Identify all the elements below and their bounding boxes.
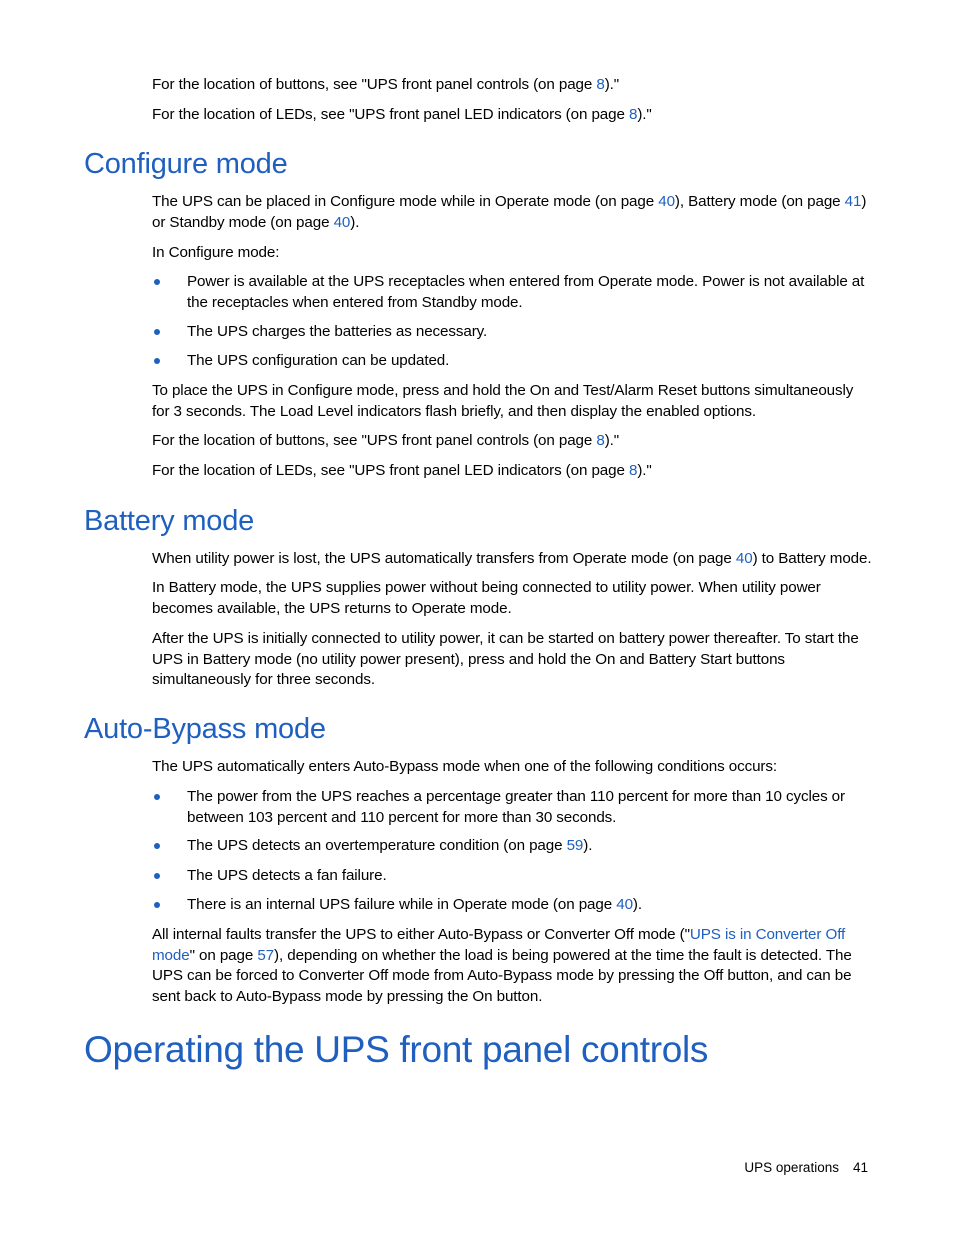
list-item-text: The UPS configuration can be updated. — [187, 352, 450, 369]
text: )." — [604, 76, 620, 93]
cross-reference-link[interactable]: UPS is in Converter Off mode — [152, 926, 846, 964]
leds-location-paragraph — [152, 105, 872, 126]
list-item-text: Power is available at the UPS receptacles when entered from Operate mode. Power is not available at the receptacles when entered from Standby mode. — [187, 273, 865, 311]
text: There is an internal UPS failure while in Operate mode (on page — [187, 896, 617, 913]
bullet-icon — [154, 358, 160, 364]
battery-mode-heading: Battery mode — [84, 505, 255, 537]
page-link[interactable]: 57 — [257, 946, 275, 964]
configure-intro-paragraph — [152, 192, 872, 233]
buttons-location-paragraph — [152, 75, 872, 96]
page-link[interactable]: 40 — [333, 213, 351, 231]
bullet-icon — [154, 329, 160, 335]
bullet-icon — [154, 873, 160, 879]
page-link[interactable]: 40 — [616, 896, 633, 913]
text: ). — [583, 837, 593, 854]
text: ), depending on whether the load is being powered at the time the fault is detected. The UPS can be forced to Converter Off mode from Auto-Bypass mode by pressing the Off button, and can be sent back to Auto-Bypass mode by pressing the On button. — [152, 946, 852, 1005]
text: ). — [350, 213, 360, 231]
text: The UPS can be placed in Configure mode while in Operate mode (on page — [152, 193, 659, 210]
battery-start-paragraph: After the UPS is initially connected to utility power, it can be started on battery power thereafter. To start the UPS in Battery mode (no utility power present), press and hold the On and Battery Start buttons simultaneously for three seconds. — [152, 630, 859, 688]
page-link[interactable]: 8 — [628, 106, 638, 123]
bullet-icon — [154, 902, 160, 908]
page-number: 41 — [852, 1160, 868, 1175]
page-link[interactable]: 8 — [596, 432, 605, 449]
text: )." — [637, 462, 652, 479]
page-link[interactable]: 40 — [658, 193, 675, 210]
text: For the location of LEDs, see "UPS front panel LED indicators (on page — [152, 106, 629, 123]
configure-mode-heading: Configure mode — [84, 148, 288, 180]
leds-location-paragraph — [152, 461, 872, 482]
text: ) to Battery mode. — [752, 550, 872, 567]
list-item-text: The UPS charges the batteries as necessary. — [187, 323, 488, 340]
list-item-text: The power from the UPS reaches a percentage greater than 110 percent for more than 10 cycles or between 103 percent and 110 percent for more than 30 seconds. — [187, 788, 845, 826]
text: The UPS detects an overtemperature condition (on page — [187, 837, 567, 854]
buttons-location-paragraph — [152, 431, 872, 452]
page-link[interactable]: 8 — [628, 462, 638, 479]
page-link[interactable]: 40 — [735, 550, 753, 567]
bullet-icon — [154, 794, 160, 800]
list-item-text — [187, 836, 872, 857]
footer-section-title: UPS operations — [744, 1160, 839, 1175]
text: All internal faults transfer the UPS to either Auto-Bypass or Converter Off mode (" — [152, 926, 690, 943]
internal-faults-paragraph — [152, 925, 872, 1007]
text: ). — [632, 896, 642, 913]
in-configure-mode-label: In Configure mode: — [152, 244, 280, 261]
bullet-icon — [154, 279, 160, 285]
list-item-text — [187, 895, 872, 916]
text: When utility power is lost, the UPS automatically transfers from Operate mode (on page — [152, 550, 736, 567]
bullet-icon — [154, 843, 160, 849]
auto-bypass-intro-paragraph: The UPS automatically enters Auto-Bypass mode when one of the following conditions occurs: — [152, 758, 777, 775]
text: " on page — [189, 946, 258, 964]
text: For the location of LEDs, see "UPS front panel LED indicators (on page — [152, 462, 629, 479]
page-link[interactable]: 59 — [566, 837, 584, 854]
text: )." — [637, 106, 652, 123]
battery-transfer-paragraph — [152, 549, 872, 570]
text: ) or Standby mode (on page — [152, 193, 867, 231]
text: For the location of buttons, see "UPS front panel controls (on page — [152, 432, 597, 449]
list-item-text: The UPS detects a fan failure. — [187, 867, 387, 884]
battery-supply-paragraph: In Battery mode, the UPS supplies power without being connected to utility power. When utility power becomes available, the UPS returns to Operate mode. — [152, 579, 821, 617]
auto-bypass-mode-heading: Auto-Bypass mode — [84, 713, 326, 745]
text: ), Battery mode (on page — [674, 193, 845, 210]
text: )." — [604, 432, 620, 449]
page-link[interactable]: 8 — [596, 76, 605, 93]
configure-instructions-paragraph: To place the UPS in Configure mode, press and hold the On and Test/Alarm Reset buttons simultaneously for 3 seconds. The Load Level indicators flash briefly, and then display the enabled options. — [152, 382, 854, 420]
page-link[interactable]: 41 — [844, 193, 862, 210]
text: For the location of buttons, see "UPS front panel controls (on page — [152, 76, 597, 93]
operating-controls-heading: Operating the UPS front panel controls — [84, 1029, 709, 1070]
page-footer — [744, 1159, 868, 1177]
